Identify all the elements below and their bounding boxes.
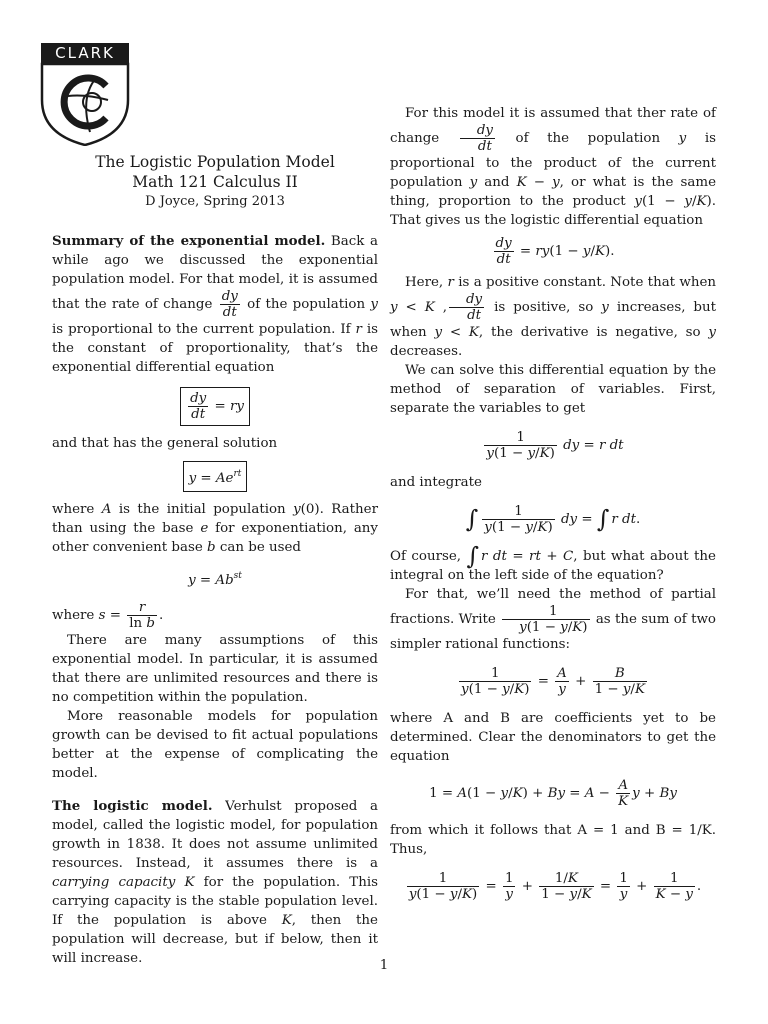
fraction-dy-dt: $\frac{dy}{dt}$ xyxy=(221,289,238,320)
equation-exponential-de: $\frac{dy}{dt}$ = ry xyxy=(52,387,378,426)
summary-heading: Summary of the exponential model. xyxy=(52,233,326,249)
summary-paragraph: Summary of the exponential model. Back a while ago we discussed the exponential population model. For that model, it is assumed that the rate of change $\frac{dy}{dt}$ of the population y is proportional to the current population. If r is the constant of proportionality, that’s the exponential differential equation xyxy=(52,233,379,375)
of-course-paragraph: Of course, ∫ r dt = rt + C, but what about the integral on the left side of the equation? xyxy=(390,542,716,583)
integrate-text: and integrate xyxy=(390,475,482,490)
author-line: D Joyce, Spring 2013 xyxy=(145,194,285,209)
equation-cleared-denominators: 1 = A(1 − y/K) + By = A − $\frac{A}{K}$ y + By xyxy=(429,778,677,809)
logistic-heading: The logistic model. xyxy=(52,798,213,814)
course-name: Math 121 Calculus II xyxy=(132,173,298,191)
coefficients-paragraph: where A and B are coefficients yet to be determined. Clear the denominators to get the equation xyxy=(390,711,716,764)
reasonable-models-paragraph: More reasonable models for population growth can be devised to fit actual populations better at the expense of complicating the model. xyxy=(52,709,378,781)
right-column xyxy=(390,104,716,914)
partial-fractions-paragraph: For that, we’ll need the method of partial fractions. Write $\frac{1}{y(1 - y/K)}$ as the sum of two simpler rational functions: xyxy=(390,587,716,652)
equation-final-decomposition: $\frac{1}{y(1 - y/K)}$ = $\frac{1}{y}$ + $\frac{1/K}{1 - y/K}$ = $\frac{1}{y}$ + $\frac{1}{K - y}$ . xyxy=(408,871,702,902)
logistic-paragraph: The logistic model. Verhulst proposed a model, called the logistic model, for population growth in 1838. It does not assume unlimited resources. Instead, it assumes there is a carrying capacity K for the population. This carrying capacity is the stable population level. If the population is above K, then the population will decrease, but if below, then it will increase. xyxy=(52,798,378,966)
clark-logo xyxy=(40,42,130,146)
assumptions-paragraph: There are many assumptions of this exponential model. In particular, it is assumed that there are unlimited resources and there is no competition within the population. xyxy=(52,633,378,705)
separation-paragraph: We can solve this differential equation by the method of separation of variables. First, separate the variables to get xyxy=(390,363,716,416)
equation-separated: $\frac{1}{y(1 - y/K)}$ dy = r dt xyxy=(486,430,624,461)
follows-paragraph: from which it follows that A = 1 and B = 1/K. Thus, xyxy=(390,823,716,857)
equation-general-solution: $y = Ae^{rt}$ xyxy=(52,461,378,492)
title-block xyxy=(40,152,390,212)
where-s-line: where s = $\frac{r}{\text{ln b}}$ . xyxy=(52,600,164,631)
left-column xyxy=(52,232,378,968)
general-solution-text: and that has the general solution xyxy=(52,436,278,451)
initial-population-paragraph: where A is the initial population y(0). Rather than using the base e for exponentiation, any other convenient base b can be used xyxy=(52,502,379,555)
clark-shield-icon xyxy=(40,42,130,146)
equation-partial-fractions: $\frac{1}{y(1 - y/K)}$ = $\frac{A}{y}$ + $\frac{B}{1 - y/K}$ xyxy=(461,666,645,697)
equation-integrals: ∫ $\frac{1}{y(1 - y/K)}$ dy = ∫ r dt. xyxy=(465,504,641,535)
equation-base-b: $y = Ab^{st}$ xyxy=(188,571,242,588)
page-title: The Logistic Population Model xyxy=(95,153,335,171)
equation-logistic-de: $\frac{dy}{dt}$ = ry(1 − y/K). xyxy=(495,236,615,267)
positive-constant-paragraph: Here, r is a positive constant. Note that when y < K , $\frac{dy}{dt}$ is positive, so y increases, but when y < K, the derivative is negative, so y decreases. xyxy=(390,275,717,359)
logo-text: CLARK xyxy=(55,44,115,62)
logistic-assumption-paragraph: For this model it is assumed that ther rate of change $\frac{dy}{dt}$ of the population y is proportional to the product of the current population y and K − y, or what is the same thing, proportion to the product y(1 − y/K). That gives us the logistic differential equation xyxy=(390,106,716,228)
page-number: 1 xyxy=(379,958,389,973)
